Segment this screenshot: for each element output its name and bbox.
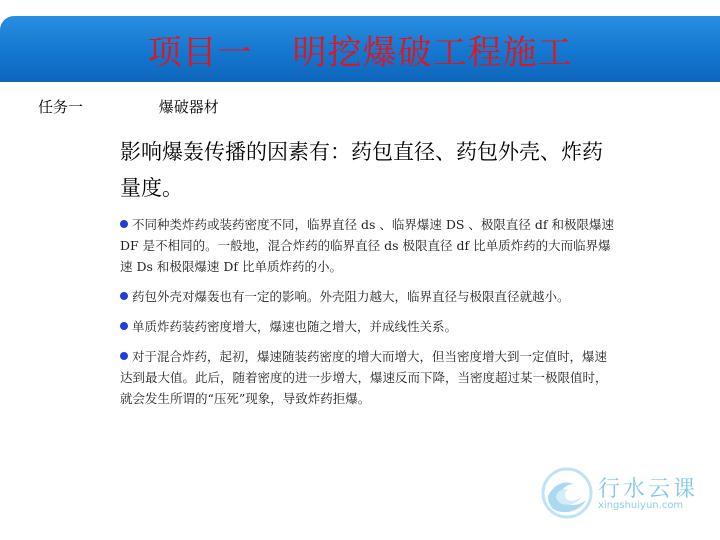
bullet-dot-icon	[120, 292, 128, 300]
task-line	[38, 96, 219, 117]
bullet-dot-icon	[120, 352, 128, 360]
brand-logo	[540, 466, 710, 522]
bullet-text: 对于混合炸药，起初，爆速随装药密度的增大而增大，但当密度增大到一定值时，爆速达到最大值。此后，随着密度的进一步增大，爆速反而下降，当密度超过某一极限值时，就会发生所谓的“压死”现象，导致炸药拒爆。	[120, 349, 608, 406]
header-band	[0, 16, 720, 82]
list-item	[120, 214, 618, 277]
bullet-dot-icon	[120, 322, 128, 330]
logo-name: 行水云课	[598, 477, 699, 502]
title-project-name: 明挖爆破工程施工	[292, 32, 573, 73]
task-label: 任务一	[38, 98, 84, 116]
wave-logo-icon	[540, 466, 594, 520]
task-topic: 爆破器材	[158, 98, 219, 116]
bullet-text: 不同种类炸药或装药密度不同，临界直径 ds 、临界爆速 DS 、极限直径 df 和极限爆速 DF 是不相同的。一般地，混合炸药的临界直径 ds 极限直径 df 比单质炸药的大而临界爆速 Ds 和极限爆速 Df 比单质炸药的小。	[120, 217, 614, 274]
section-heading: 影响爆轰传播的因素有：药包直径、药包外壳、炸药量度。	[120, 140, 603, 200]
list-item	[120, 346, 618, 409]
page-title	[0, 16, 720, 82]
bullet-text: 药包外壳对爆轰也有一定的影响。外壳阻力越大，临界直径与极限直径就越小。	[132, 289, 570, 304]
title-project-number: 项目一	[147, 32, 253, 73]
bullet-dot-icon	[120, 220, 128, 228]
logo-url: xingshuiyun.com	[598, 500, 684, 511]
bullet-list	[120, 214, 618, 418]
list-item	[120, 316, 618, 337]
list-item	[120, 286, 618, 307]
bullet-text: 单质炸药装药密度增大，爆速也随之增大，并成线性关系。	[132, 319, 458, 334]
